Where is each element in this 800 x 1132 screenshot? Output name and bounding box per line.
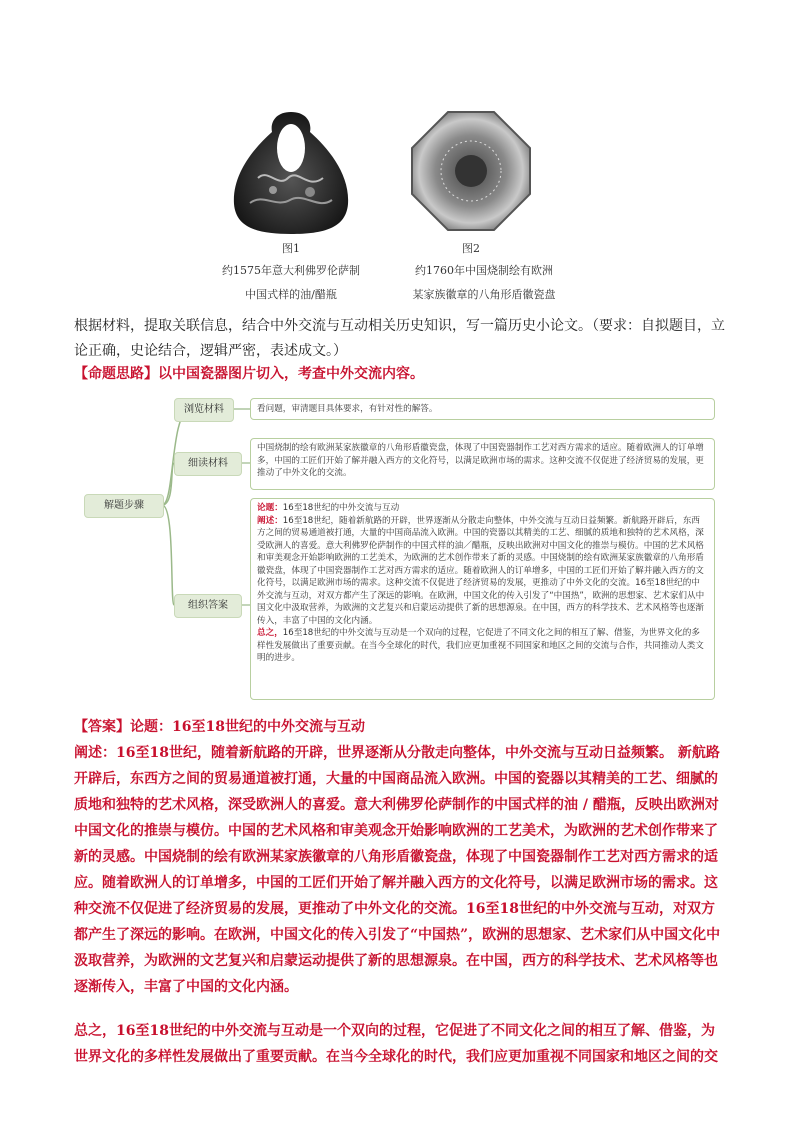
mindmap-read-content: 中国烧制的绘有欧洲某家族徽章的八角形盾徽瓷盘，体现了中国瓷器制作工艺对西方需求的适应。随着欧洲人的订单增多，中国的工匠们开始了解并融入西方的文化符号，以满足欧洲市场的需求。这种交流不仅促进了经济贸易的发展，更推动了中外文化的交流。 xyxy=(250,438,715,490)
answer-body: 阐述：16至18世纪，随着新航路的开辟，世界逐渐从分散走向整体，中外交流与互动日益频繁。 新航路开辟后，东西方之间的贸易通道被打通，大量的中国商品流入欧洲。中国的瓷器以其精美的工艺、细腻的质地和独特的艺术风格，深受欧洲人的喜爱。意大利佛罗伦萨制作的中国式样的油 / 醋瓶，反映出欧洲对中国文化的推崇与模仿。中国的艺术风格和审美观念开始影响欧洲的工艺美术，为欧洲的艺术创作带来了新的灵感。中国烧制的绘有欧洲某家族徽章的八角形盾徽瓷盘，体现了中国瓷器制作工艺对西方需求的适应。随着欧洲人的订单增多，中国的工匠们开始了解并融入西方的文化符号，以满足欧洲市场的需求。这种交流不仅促进了经济贸易的发展，更推动了中外文化的交流。16至18世纪的中外交流与互动，对双方都产生了深远的影响。在欧洲，中国文化的传入引发了“中国热”，欧洲的思想家、艺术家们从中国文化中汲取营养，为欧洲的文艺复兴和启蒙运动提供了新的思想源泉。在中国，西方的科学技术、艺术风格等也逐渐传入，丰富了中国的文化内涵。 xyxy=(74,745,721,995)
answer-topic-line xyxy=(74,714,728,740)
figure-1-label: 图1 xyxy=(282,242,300,255)
mindmap-branch-organize: 组织答案 xyxy=(174,594,242,618)
figure-1-caption-line2: 中国式样的油/醋瓶 xyxy=(245,288,337,301)
mindmap-browse-content: 看问题，审清题目具体要求，有针对性的解答。 xyxy=(250,398,715,420)
organize-body-label: 阐述： xyxy=(257,515,283,526)
mindmap-branch-browse: 浏览材料 xyxy=(174,398,234,422)
organize-summary-label: 总之， xyxy=(257,628,283,638)
figure-2-label: 图2 xyxy=(462,242,480,255)
mindmap-organize-content xyxy=(250,498,715,700)
organize-topic: 16至18世纪的中外交流与互动 xyxy=(282,503,400,513)
answer-summary: 总之，16至18世纪的中外交流与互动是一个双向的过程，它促进了不同文化之间的相互了解、借鉴，为世界文化的多样性发展做出了重要贡献。在当今全球化的时代，我们应更加重视不同国家和地区之间的交 xyxy=(74,1023,718,1065)
organize-summary: 16至18世纪的中外交流与互动是一个双向的过程，它促进了不同文化之间的相互了解、借鉴，为世界文化的多样性发展做出了重要贡献。在当今全球化的时代，我们应更加重视不同国家和地区之间的交流与合作，共同推动人类文明的进步。 xyxy=(257,628,704,663)
mindmap-branch-read: 细读材料 xyxy=(174,452,242,476)
answer-topic: 论题：16至18世纪的中外交流与互动 xyxy=(130,719,365,735)
figure-1-caption-line1: 约1575年意大利佛罗伦萨制 xyxy=(222,264,360,277)
answer-label: 【答案】 xyxy=(74,719,130,735)
thinking-text: 以中国瓷器图片切入，考查中外交流内容。 xyxy=(158,366,424,382)
mindmap-root: 解题步骤 xyxy=(84,494,164,518)
figure-2-caption-line1: 约1760年中国烧制绘有欧洲 xyxy=(415,264,553,277)
question-text: 根据材料，提取关联信息，结合中外交流与互动相关历史知识，写一篇历史小论文。（要求：自拟题目，立论正确，史论结合，逻辑严密，表述成文。） xyxy=(74,318,725,359)
thinking-label: 【命题思路】 xyxy=(74,366,158,382)
organize-topic-label: 论题： xyxy=(257,503,283,513)
figure-2-caption-line2: 某家族徽章的八角形盾徽瓷盘 xyxy=(412,288,556,301)
organize-body: 16至18世纪，随着新航路的开辟，世界逐渐从分散走向整体，中外交流与互动日益频繁。新航路开辟后，东西方之间的贸易通道被打通，大量的中国商品流入欧洲。中国的瓷器以其精美的工艺、细腻的质地和独特的艺术风格，深受欧洲人的喜爱。意大利佛罗伦萨制作的中国式样的油／醋瓶，反映出欧洲对中国文化的推崇与模仿。中国的艺术风格和审美观念开始影响欧洲的工艺美术，为欧洲的艺术创作带来了新的灵感。中国烧制的绘有欧洲某家族徽章的八角形盾徽瓷盘，体现了中国瓷器制作工艺对西方需求的适应。随着欧洲人的订单增多，中国的工匠们开始了解并融入西方的文化符号，以满足欧洲市场的需求。这种交流不仅促进了经济贸易的发展，更推动了中外文化的交流。16至18世纪的中外交流与互动，对双方都产生了深远的影响。在欧洲，中国文化的传入引发了“中国热”，欧洲的思想家、艺术家们从中国文化中汲取营养，为欧洲的文艺复兴和启蒙运动提供了新的思想源泉。在中国，西方的科学技术、艺术风格等也逐渐传入，丰富了中国的文化内涵。 xyxy=(257,515,705,626)
